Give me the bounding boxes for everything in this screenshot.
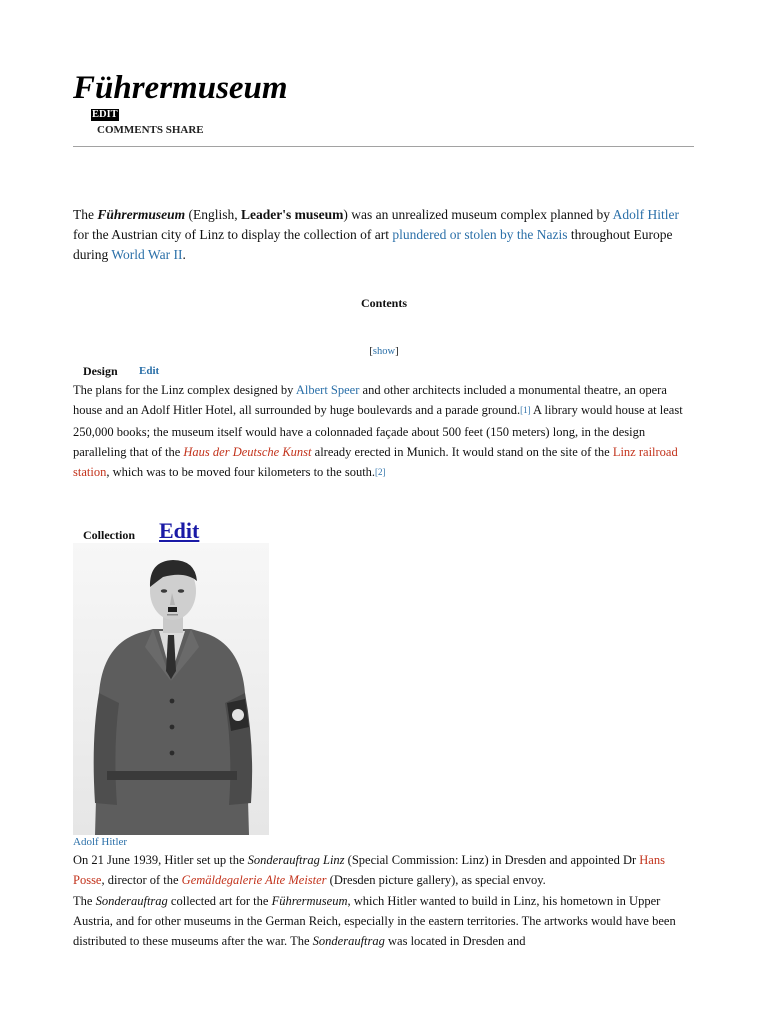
toc-toggle: [show] <box>369 346 399 357</box>
image-caption[interactable]: Adolf Hitler <box>73 836 128 848</box>
design-paragraph: The plans for the Linz complex designed by Albert Speer and other architects included a monumental theatre, an opera house and an Adolf Hitler Hotel, all surrounded by huge boulevards and a parade ground.[1] A library would house at least 250,000 books; the museum itself would have a colonnaded façade about 500 feet (150 meters) long, in the design paralleling that of the Haus der Deutsche Kunst already erected in Munich. It would stand on the site of the Linz railroad station, which was to be moved four kilometers to the south.[2] <box>73 383 683 480</box>
edit-button[interactable]: EDIT <box>92 109 118 120</box>
edit-collection-link[interactable]: Edit <box>159 518 200 543</box>
link-gemaldegalerie-alte-meister[interactable]: Gemäldegalerie Alte Meister <box>181 873 327 888</box>
toc-title: Contents <box>360 296 407 310</box>
intro-translation: Leader's museum <box>241 207 344 222</box>
link-adolf-hitler[interactable]: Adolf Hitler <box>612 207 679 222</box>
edit-design-link[interactable]: Edit <box>139 365 160 377</box>
collection-paragraph-2: The Sonderauftrag collected art for the Führermuseum, which Hitler wanted to build in Linz, his hometown in Upper Austria, and for other museums in the German Reich, especially in the eastern territories. The artworks would have been distributed to these museums after the war. The Sonderauftrag was located in Dresden and <box>73 893 676 949</box>
collection-paragraph-1: On 21 June 1939, Hitler set up the Sonderauftrag Linz (Special Commission: Linz) in Dresden and appointed Dr Hans Posse, director of the Gemäldegalerie Alte Meister (Dresden picture gallery), as special envoy. <box>73 853 665 888</box>
header-divider <box>73 146 694 147</box>
reference-1[interactable]: [1] <box>520 405 531 416</box>
link-plundered-art[interactable]: plundered or stolen by the Nazis <box>392 227 568 242</box>
toc-show-link[interactable]: show <box>372 346 396 357</box>
intro-term: Führermuseum <box>97 207 186 222</box>
portrait-image <box>73 543 269 835</box>
collection-text <box>73 850 698 951</box>
section-heading-collection: Collection <box>83 528 135 542</box>
link-haus-der-deutsche-kunst[interactable]: Haus der Deutsche Kunst <box>183 444 312 459</box>
link-hans-posse[interactable]: Hans Posse <box>73 853 665 888</box>
reference-2[interactable]: [2] <box>375 467 386 478</box>
link-linz-railroad-station[interactable]: Linz railroad station <box>73 444 678 480</box>
page-title: Führermuseum <box>73 70 288 106</box>
link-albert-speer[interactable]: Albert Speer <box>295 383 360 397</box>
section-heading-design: Design <box>83 364 118 378</box>
intro-paragraph: The Führermuseum (English, Leader's museum) was an unrealized museum complex planned by Adolf Hitler for the Austrian city of Linz to display the collection of art plundered or stolen by the Nazis throughout Europe during World War II. <box>73 207 679 262</box>
link-world-war-ii[interactable]: World War II <box>111 247 183 262</box>
comments-share-links[interactable]: COMMENTS SHARE <box>97 124 204 136</box>
